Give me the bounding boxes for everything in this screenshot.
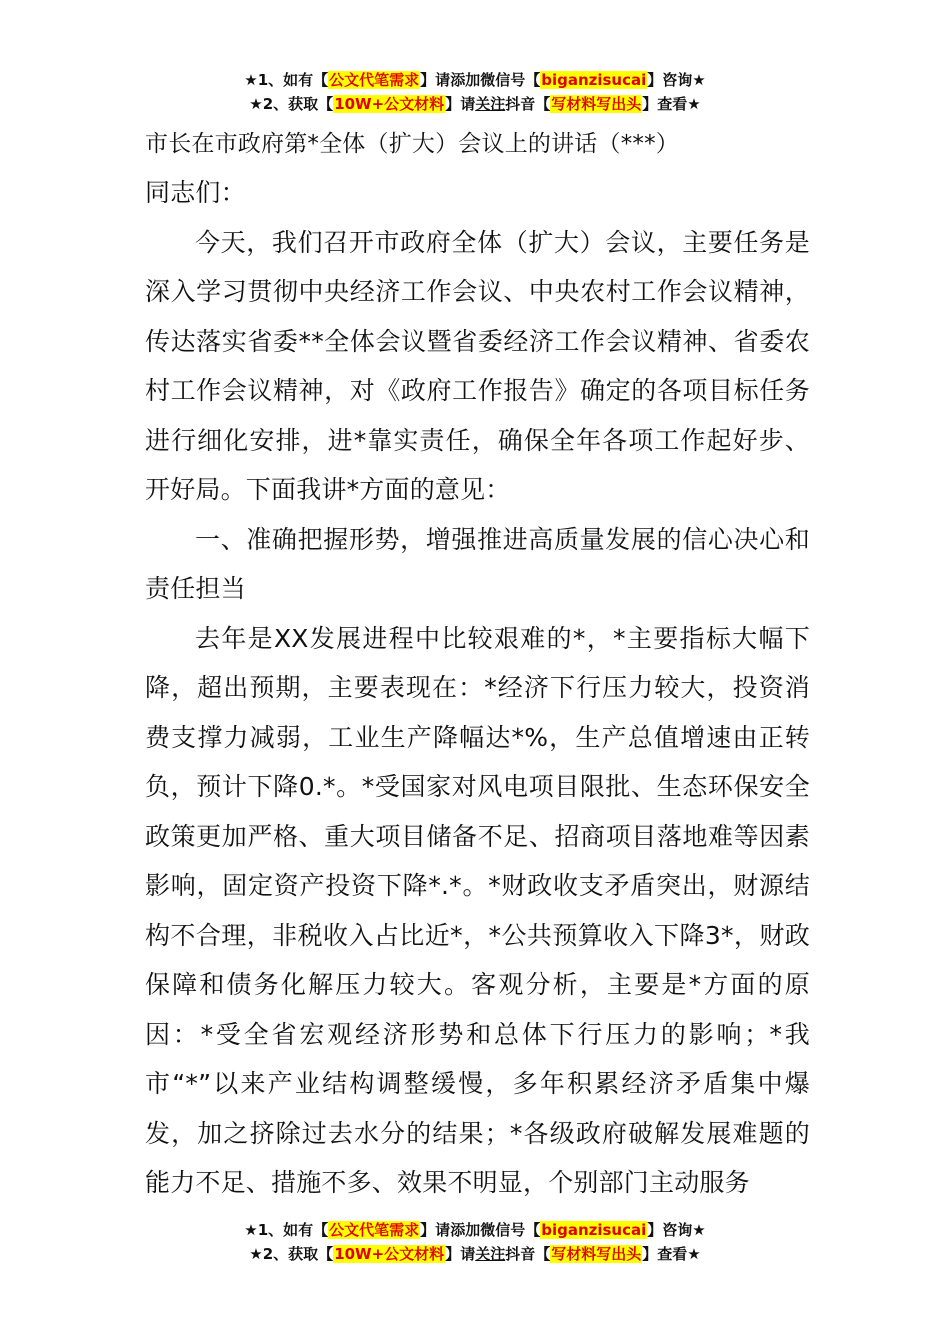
promo-text: ★1、如有【 (244, 71, 329, 89)
promo-line-2 (0, 1242, 950, 1266)
paragraph-intro: 今天，我们召开市政府全体（扩大）会议，主要任务是深入学习贯彻中央经济工作会议、中央农村工作会议精神，传达落实省委**全体会议暨省委经济工作会议精神、省委农村工作会议精神，对《政府工作报告》确定的各项目标任务进行细化安排，进*靠实责任，确保全年各项工作起好步、开好局。下面我讲*方面的意见： (145, 227, 810, 504)
bottom-promo-banner (0, 1218, 950, 1266)
promo-text: 】请 (420, 71, 451, 89)
promo-line-2 (0, 92, 950, 116)
promo-text: 抖音【 (505, 95, 551, 113)
promo-text: ★2、获取【 (249, 95, 334, 113)
promo-highlight: 公文代笔需求 (329, 71, 420, 89)
section-heading-1: 一、准确把握形势，增强推进高质量发展的信心决心和责任担当 (145, 524, 810, 603)
promo-text: 抖音【 (505, 1245, 551, 1263)
promo-text: 】查看★ (642, 95, 701, 113)
douyin-id-highlight: 写材料写出头 (551, 1245, 642, 1263)
promo-line-1 (0, 1218, 950, 1242)
promo-emphasis: 添加 (450, 1221, 481, 1239)
paragraph-situation: 去年是XX发展进程中比较艰难的*，*主要指标大幅下降，超出预期，主要表现在：*经济下行压力较大，投资消费支撑力减弱，工业生产降幅达*%，生产总值增速由正转负，预计下降0.*。*受国家对风电项目限批、生态环保安全政策更加严格、重大项目储备不足、招商项目落地难等因素影响，固定资产投资下降*.*。*财政收支矛盾突出，财源结构不合理，非税收入占比近*，*公共预算收入下降3*，财政保障和债务化解压力较大。客观分析，主要是*方面的原因：*受全省宏观经济形势和总体下行压力的影响；*我市“*”以来产业结构调整缓慢，多年积累经济矛盾集中爆发，加之挤除过去水分的结果；*各级政府破解发展难题的能力不足、措施不多、效果不明显，个别部门主动服务 (145, 623, 810, 1197)
promo-text: 微信号【 (480, 1221, 541, 1239)
promo-highlight: 10W+公文材料 (334, 1245, 445, 1263)
promo-text: 微信号【 (480, 71, 541, 89)
top-promo-banner (0, 68, 950, 116)
promo-text: 】请 (420, 1221, 451, 1239)
promo-line-1 (0, 68, 950, 92)
salutation: 同志们： (145, 178, 246, 207)
wechat-id-highlight: biganzisucai (541, 71, 647, 89)
promo-highlight: 公文代笔需求 (329, 1221, 420, 1239)
promo-highlight: 10W+公文材料 (334, 95, 445, 113)
promo-text: 】请 (445, 95, 476, 113)
document-title: 市长在市政府第*全体（扩大）会议上的讲话（***） (145, 131, 679, 157)
promo-text: ★1、如有【 (244, 1221, 329, 1239)
promo-text: 】咨询★ (647, 71, 706, 89)
promo-text: 】咨询★ (647, 1221, 706, 1239)
promo-text: 】请 (445, 1245, 476, 1263)
promo-emphasis: 添加 (450, 71, 481, 89)
promo-emphasis: 关注 (475, 95, 506, 113)
promo-text: 】查看★ (642, 1245, 701, 1263)
promo-text: ★2、获取【 (249, 1245, 334, 1263)
promo-emphasis: 关注 (475, 1245, 506, 1263)
wechat-id-highlight: biganzisucai (541, 1221, 647, 1239)
document-body (145, 120, 810, 1208)
douyin-id-highlight: 写材料写出头 (551, 95, 642, 113)
